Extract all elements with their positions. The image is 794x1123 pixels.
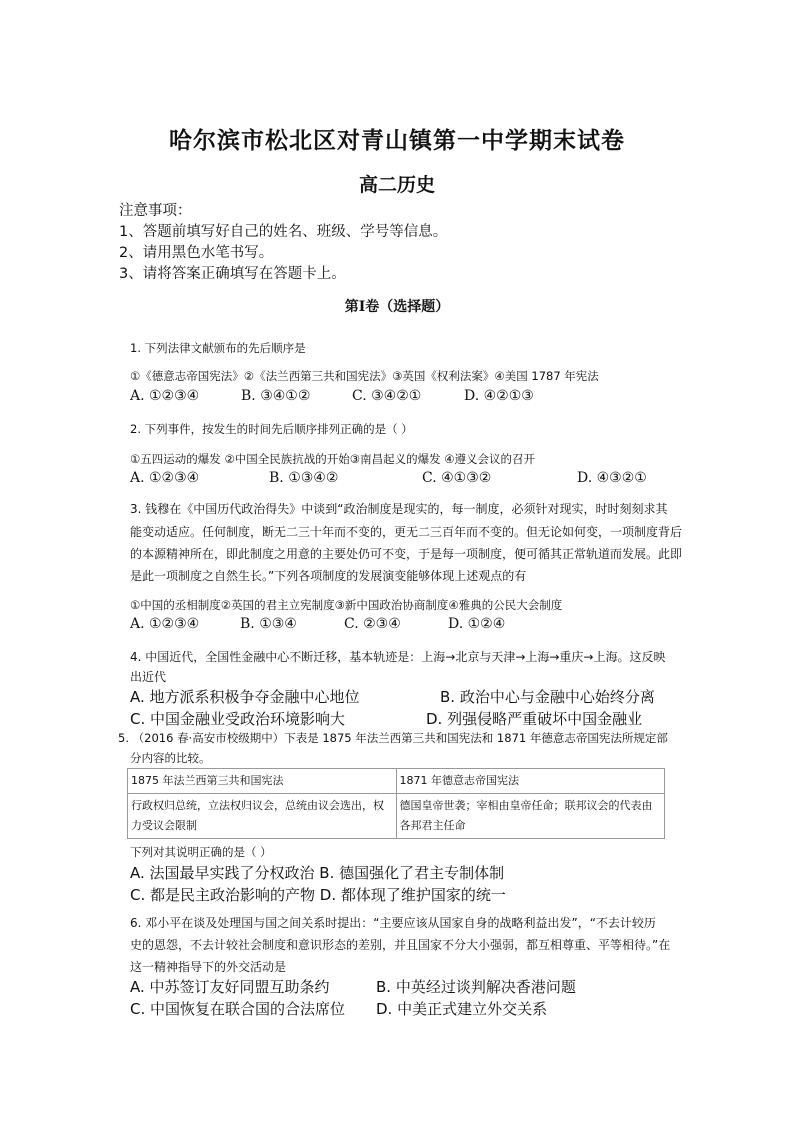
table-cell: 德国皇帝世袭；宰相由皇帝任命；联邦议会的代表由各邦君主任命: [396, 794, 665, 839]
q2-stem: 2. 下列事件，按发生的时间先后顺序排列正确的是（ ）: [130, 422, 413, 436]
notes-item: 2、请用黑色水笔书写。: [119, 245, 274, 261]
q3-line: 能变动适应。任何制度，断无二三十年而不变的，更无二三百年而不变的。但无论如何变，一项制度背后: [130, 525, 683, 539]
q1-stem: 1. 下列法律文献颁布的先后顺序是: [130, 341, 306, 355]
q3-option-b: B. ①③④: [240, 616, 297, 632]
notes-block: [119, 201, 447, 285]
q6-option-d: D. 中美正式建立外交关系: [376, 1000, 548, 1018]
table-header-cell: 1871 年德意志帝国宪法: [396, 769, 665, 794]
q6-option-a: A. 中苏签订友好同盟互助条约: [130, 978, 330, 996]
q6-option-b: B. 中英经过谈判解决香港问题: [376, 978, 576, 996]
comparison-table: [127, 768, 665, 839]
q3-line: 的本源精神所在，即此制度之用意的主要处仍可不变，于是每一项制度，便可循其正常轨道而发展。此即: [130, 547, 683, 561]
q2-items: ①五四运动的爆发 ②中国全民族抗战的开始③南昌起义的爆发 ④遵义会议的召开: [130, 452, 536, 466]
notes-heading: 注意事项：: [119, 203, 192, 219]
table-header-row: [128, 769, 665, 794]
q5-options-row1: A. 法国最早实践了分权政治 B. 德国强化了君主专制体制: [130, 864, 505, 882]
q1-option-d: D. ④②①③: [464, 388, 534, 404]
q4-option-a: A. 地方派系积极争夺金融中心地位: [130, 688, 360, 706]
notes-item: 1、答题前填写好自己的姓名、班级、学号等信息。: [119, 224, 448, 240]
q4-option-d: D. 列强侵略严重破坏中国金融业: [426, 710, 643, 728]
q6-line: 史的恩怨，不去计较社会制度和意识形态的差别，并且国家不分大小强弱，都互相尊重、平等相待。”在: [130, 938, 671, 952]
q5-line: 分内容的比较。: [130, 751, 211, 765]
q3-option-c: C. ②③④: [344, 616, 401, 632]
table-cell: 行政权归总统，立法权归议会，总统由议会选出，权力受议会限制: [128, 794, 397, 839]
q4-option-b: B. 政治中心与金融中心始终分离: [440, 688, 655, 706]
q2-option-c: C. ④①③②: [422, 470, 492, 486]
q2-option-b: B. ①③④②: [269, 470, 339, 486]
q6-line: 6. 邓小平在谈及处理国与国之间关系时提出：“主要应该从国家自身的战略利益出发”，“不去计较历: [130, 916, 656, 930]
q5-line: 5. （2016 春·高安市校级期中）下表是 1875 年法兰西第三共和国宪法和 1871 年德意志帝国宪法所规定部: [118, 731, 668, 745]
q6-option-c: C. 中国恢复在联合国的合法席位: [130, 1000, 346, 1018]
q4-option-c: C. 中国金融业受政治环境影响大: [130, 710, 346, 728]
q4-line: 4. 中国近代，全国性金融中心不断迁移，基本轨迹是：上海→北京与天津→上海→重庆→上海。这反映: [130, 650, 666, 664]
q3-option-d: D. ①②④: [448, 616, 506, 632]
q1-option-c: C. ③④②①: [352, 388, 422, 404]
q3-option-a: A. ①②③④: [130, 616, 200, 632]
exam-subtitle: 高二历史: [358, 174, 435, 196]
q2-option-a: A. ①②③④: [130, 470, 200, 486]
q4-line: 出近代: [130, 670, 167, 684]
q3-line: 是此一项制度之自然生长。”下列各项制度的发展演变能够体现上述观点的有: [130, 569, 527, 583]
q2-option-d: D. ④③②①: [577, 470, 647, 486]
q1-option-b: B. ③④①②: [241, 388, 311, 404]
q1-option-a: A. ①②③④: [130, 388, 200, 404]
q3-line: 3. 钱穆在《中国历代政治得失》中谈到“政治制度是现实的，每一制度，必须针对现实，时时刻刻求其: [130, 502, 668, 516]
q1-items: ①《德意志帝国宪法》②《法兰西第三共和国宪法》③英国《权利法案》④美国 1787 年宪法: [130, 369, 599, 383]
q5-options-row2: C. 都是民主政治影响的产物 D. 都体现了维护国家的统一: [130, 886, 506, 904]
table-row: [128, 794, 665, 839]
table-header-cell: 1875 年法兰西第三共和国宪法: [128, 769, 397, 794]
q3-items: ①中国的丞相制度②英国的君主立宪制度③新中国政治协商制度④雅典的公民大会制度: [130, 598, 563, 612]
section-heading: 第I卷（选择题）: [344, 299, 450, 315]
q5-after: 下列对其说明正确的是（ ）: [130, 845, 272, 859]
notes-item: 3、请将答案正确填写在答题卡上。: [119, 266, 346, 282]
q6-line: 这一精神指导下的外交活动是: [130, 960, 287, 974]
exam-title: 哈尔滨市松北区对青山镇第一中学期末试卷: [169, 127, 625, 154]
